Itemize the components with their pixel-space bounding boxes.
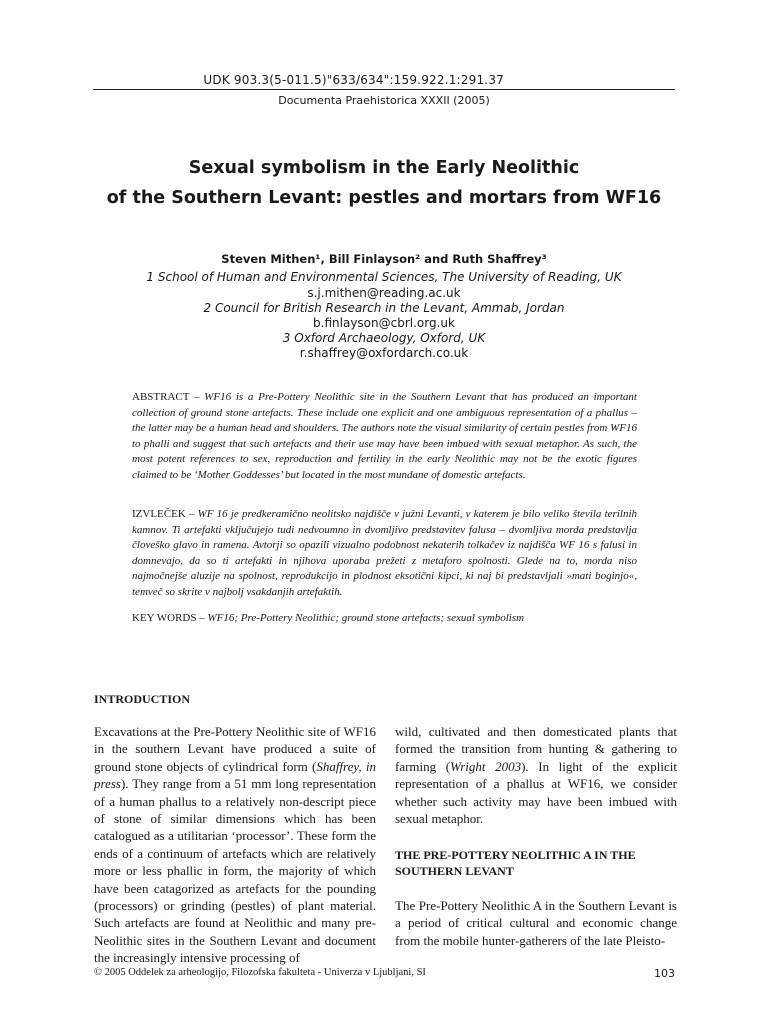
author-list: Steven Mithen¹, Bill Finlayson² and Ruth Shaffrey³ <box>221 252 547 266</box>
izvlecek-label: IZVLEČEK – <box>132 508 198 520</box>
introduction-heading: INTRODUCTION <box>94 692 191 706</box>
email-2: b.finlayson@cbrl.org.uk <box>313 316 455 330</box>
intro-paragraph-2 <box>395 723 677 827</box>
section-heading-ppna: THE PRE-POTTERY NEOLITHIC A IN THE SOUTHERN LEVANT <box>395 848 636 878</box>
citation-wright: Wright 2003 <box>450 758 522 774</box>
page-number: 103 <box>654 967 675 980</box>
footer-copyright: © 2005 Oddelek za arheologijo, Filozofska fakulteta - Univerza v Ljubljani, SI <box>94 967 426 978</box>
journal-citation: Documenta Praehistorica XXXII (2005) <box>278 94 490 107</box>
intro-p1-text-a: Excavations at the Pre-Pottery Neolithic site of WF16 in the southern Levant have produced a suite of ground stone objects of cylindrical form ( <box>94 724 376 774</box>
keywords-label: KEY WORDS – <box>132 612 208 624</box>
paper-title-line-1: Sexual symbolism in the Early Neolithic <box>188 158 580 178</box>
section-ppna-paragraph: The Pre-Pottery Neolithic A in the Southern Levant is a period of critical cultural and economic change from the mobile hunter-gatherers of the late Pleisto- <box>395 898 677 948</box>
affiliation-2: 2 Council for British Research in the Levant, Ammab, Jordan <box>203 301 565 315</box>
abstract-label: ABSTRACT – <box>132 391 205 403</box>
intro-p1-text-b: ). They range from a 51 mm long representation of a human phallus to a relatively non-descript piece of stone of similar dimensions which has been catalogued as a utilitarian ‘processor’. These form the ends of a continuum of artefacts which are relatively more or less phallic in form, the majority of which have been catagorized as artefacts for the pounding (processors) or grinding (pestles) of plant material. Such artefacts are found at Neolithic and many pre-Neolithic sites in the Southern Levant and document the increasingly intensive processing of <box>94 776 376 966</box>
affiliation-1: 1 School of Human and Environmental Sciences, The University of Reading, UK <box>146 270 622 284</box>
citation-shaffrey: Shaffrey, in press <box>94 758 376 792</box>
izvlecek <box>132 507 637 601</box>
izvlecek-text: WF 16 je predkeramično neolitsko najdišče v južni Levanti, v katerem je bilo veliko števila terilnih kamnov. Ti artefakti vključujejo tudi nedvoumno in dvomljivo predstavitev falusa – dvomljiva morda predstavlja človeško glavo in ramena. Avtorji so opazili vizualno podobnost nekaterih tolkačev iz najdišča WF 16 s falusi in domnevajo, da so ti artefakti in njihova uporaba prežeti z metaforo spolnosti. Glede na to, morda niso najmočnejše aluzije na spolnost, reprodukcijo in plodnost eksotični kipci, ki naj bi predstavljali »mati boginjo«, temveč so skrite v najbolj vsakdanjih artefaktih. <box>132 508 637 598</box>
keywords <box>132 611 637 627</box>
intro-p2-text-b: ). In light of the explicit representation of a phallus at WF16, we consider whether such activity may have been imbued with sexual metaphor. <box>395 758 677 827</box>
intro-paragraph-1 <box>94 723 376 967</box>
paper-title <box>0 153 768 213</box>
affiliation-3: 3 Oxford Archaeology, Oxford, UK <box>282 331 486 345</box>
email-1: s.j.mithen@reading.ac.uk <box>307 286 461 300</box>
keywords-text: WF16; Pre-Pottery Neolithic; ground stone artefacts; sexual symbolism <box>207 612 525 624</box>
abstract <box>132 390 637 484</box>
paper-title-line-2: of the Southern Levant: pestles and mortars from WF16 <box>106 188 662 208</box>
email-3: r.shaffrey@oxfordarch.co.uk <box>299 346 469 360</box>
udk-classification: UDK 903.3(5-011.5)"633/634":159.922.1:291.37 <box>203 73 504 87</box>
header-rule <box>93 89 675 90</box>
abstract-text: WF16 is a Pre-Pottery Neolithic site in the Southern Levant that has produced an important collection of ground stone artefacts. These include one explicit and one ambiguous representation of a phallus – the latter may be a human head and shoulders. The authors note the visual similarity of certain pestles from WF16 to phalli and suggest that such artefacts and their use may have been imbued with sexual metaphor. As such, the most potent references to sex, reproduction and fertility in the early Neolithic may not be the exotic figures claimed to be ‘Mother Goddesses’ but located in the most mundane of domestic artefacts. <box>132 391 637 481</box>
intro-p2-text-a: wild, cultivated and then domesticated plants that formed the transition from hunting & gathering to farming ( <box>395 724 677 774</box>
